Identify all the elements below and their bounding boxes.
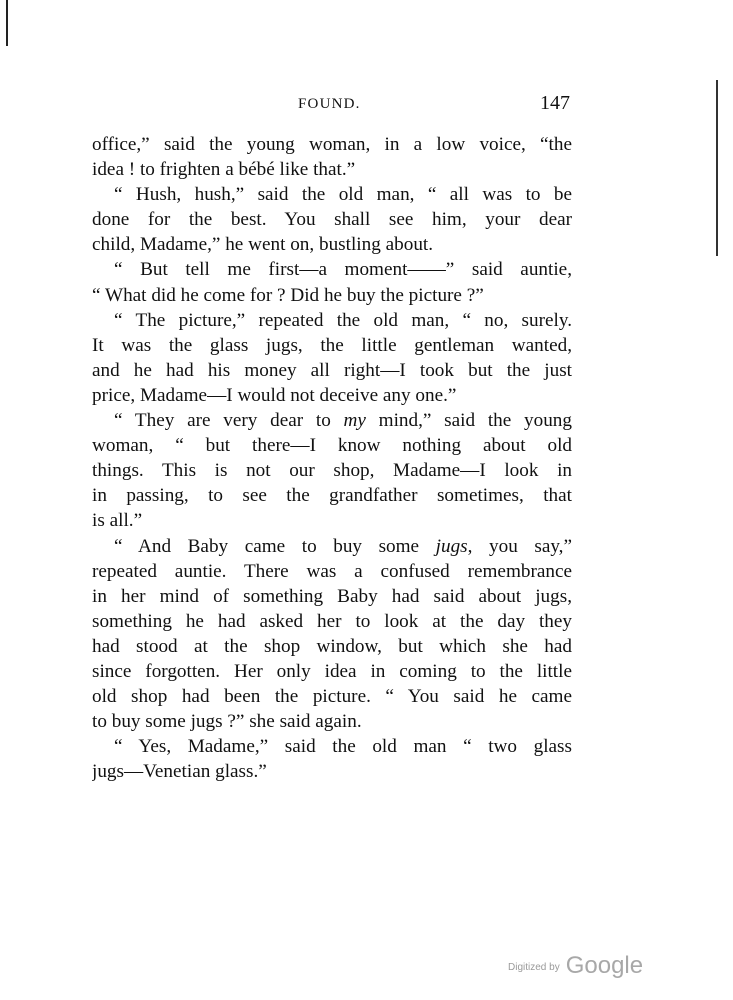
- text-line: repeated auntie. There was a confused remembrance: [92, 560, 572, 582]
- text-line: woman, “ but there—I know nothing about old: [92, 435, 572, 457]
- page-edge-rule: [716, 80, 718, 256]
- text-line: [92, 534, 572, 559]
- text-line: old shop had been the picture. “ You said he came: [92, 686, 572, 708]
- running-title: FOUND.: [298, 96, 361, 112]
- text-line: done for the best. You shall see him, your dear: [92, 209, 572, 231]
- running-header: [92, 92, 572, 122]
- text-line: since forgotten. Her only idea in coming to the little: [92, 660, 572, 682]
- text-line: in her mind of something Baby had said about jugs,: [92, 585, 572, 607]
- page-edge-mark: [6, 0, 8, 46]
- text-line: jugs—Venetian glass.”: [92, 761, 267, 783]
- text-line: “ The picture,” repeated the old man, “ no, surely.: [114, 309, 572, 331]
- text-line: had stood at the shop window, but which she had: [92, 635, 572, 657]
- text-line: things. This is not our shop, Madame—I look in: [92, 460, 572, 482]
- text-run: mind,” said the young: [365, 410, 572, 432]
- text-line: child, Madame,” he went on, bustling about.: [92, 234, 434, 256]
- text-line: idea ! to frighten a bébé like that.”: [92, 159, 356, 181]
- text-line: “ But tell me first—a moment——” said auntie,: [114, 259, 572, 281]
- text-run: , you say,”: [467, 535, 572, 557]
- text-run: “ And Baby came to buy some: [114, 535, 436, 557]
- text-line: [92, 408, 572, 433]
- digitization-credit: [508, 952, 643, 982]
- text-line: in passing, to see the grandfather sometimes, that: [92, 485, 572, 507]
- text-line: and he had his money all right—I took but the just: [92, 359, 572, 381]
- text-line: “ What did he come for ? Did he buy the picture ?”: [92, 284, 484, 306]
- text-line: something he had asked her to look at the day they: [92, 610, 572, 632]
- text-line: to buy some jugs ?” she said again.: [92, 711, 362, 733]
- page-number: 147: [540, 92, 570, 114]
- text-line: “ Yes, Madame,” said the old man “ two glass: [114, 736, 572, 758]
- text-run: “ They are very dear to: [114, 410, 344, 432]
- text-line: “ Hush, hush,” said the old man, “ all was to be: [114, 184, 572, 206]
- text-line: is all.”: [92, 510, 143, 532]
- google-wordmark: Google: [565, 952, 644, 979]
- emphasized-word: jugs: [435, 535, 468, 557]
- emphasized-word: my: [343, 410, 366, 432]
- digitized-by-label: Digitized by: [508, 962, 560, 973]
- body-text: [92, 132, 572, 784]
- text-line: It was the glass jugs, the little gentleman wanted,: [92, 334, 572, 356]
- text-line: office,” said the young woman, in a low voice, “the: [92, 134, 572, 155]
- text-line: price, Madame—I would not deceive any one.”: [92, 384, 457, 406]
